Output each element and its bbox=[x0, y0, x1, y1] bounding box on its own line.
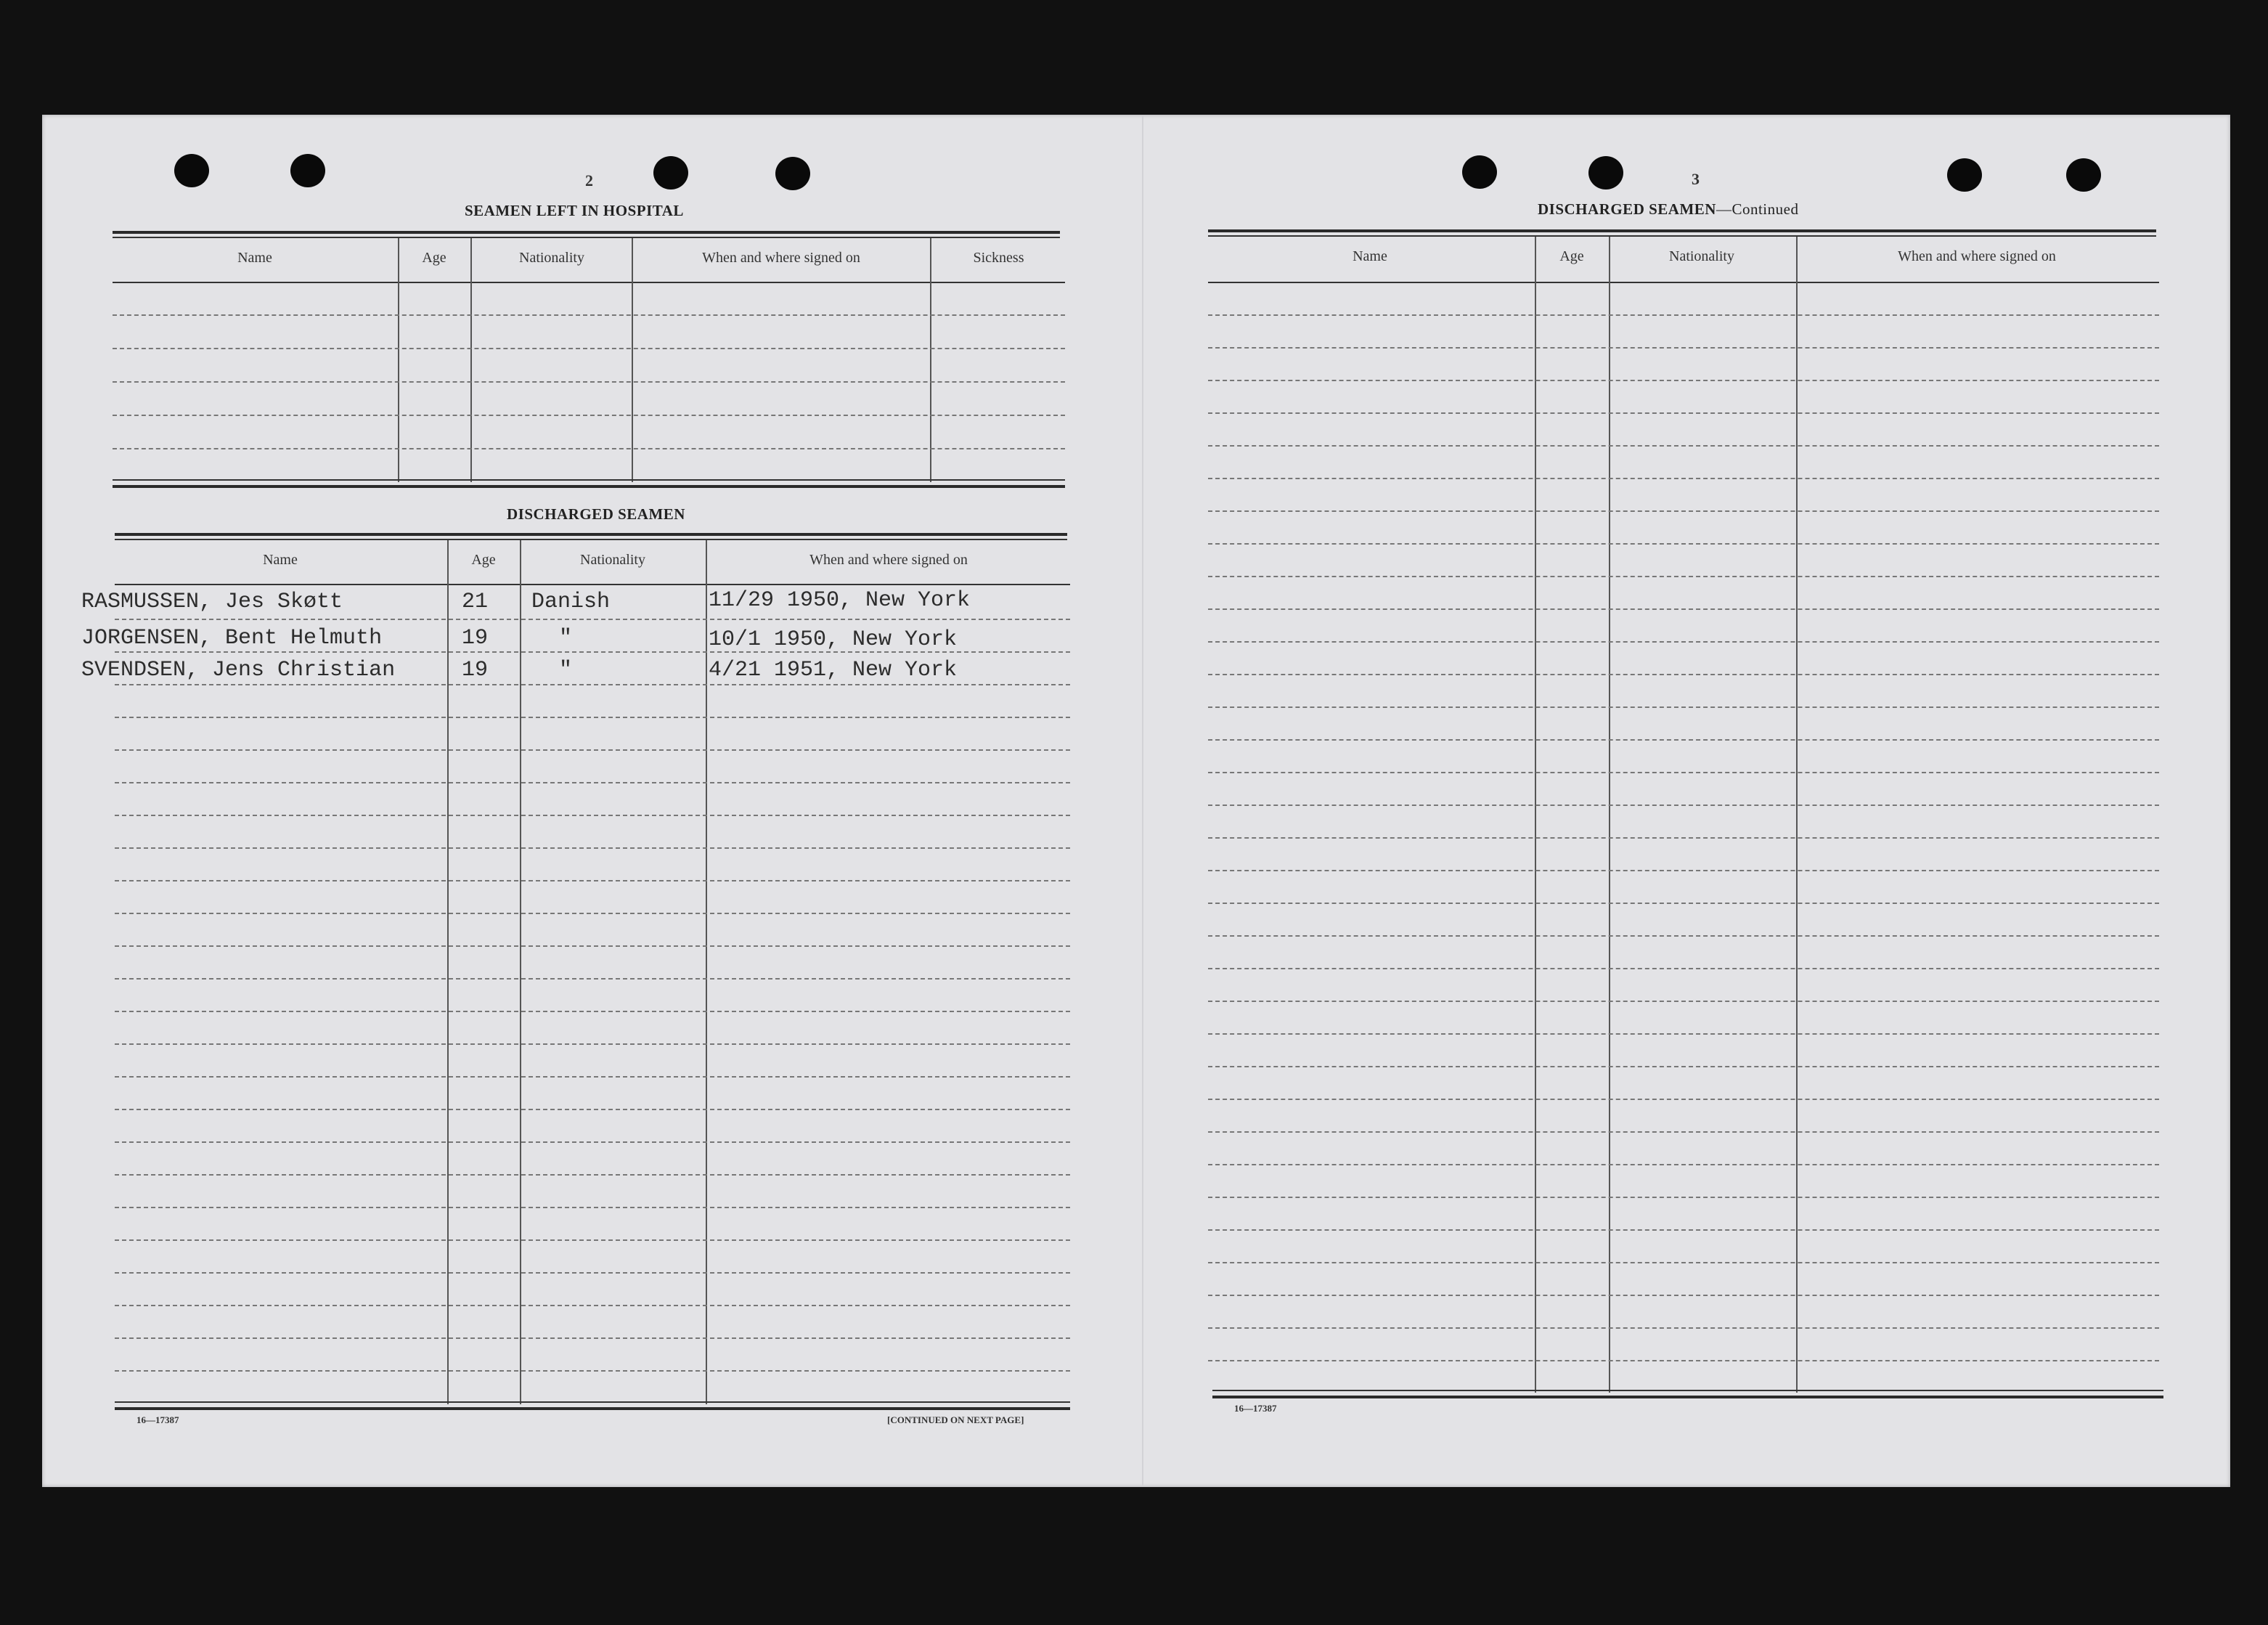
form-number-right: 16—17387 bbox=[1234, 1403, 1277, 1414]
table-row-line bbox=[115, 1337, 1070, 1339]
table-row-line bbox=[1208, 608, 2159, 610]
table-row-line bbox=[115, 945, 1070, 947]
right-header-age: Age bbox=[1559, 248, 1584, 264]
punch-hole bbox=[174, 154, 209, 187]
punch-hole bbox=[2066, 158, 2101, 192]
document-sheet bbox=[42, 115, 2230, 1487]
table-row-line bbox=[113, 448, 1065, 449]
right-header-nationality: Nationality bbox=[1669, 248, 1734, 264]
discharged-header-signed-on: When and where signed on bbox=[809, 552, 968, 568]
punch-hole bbox=[775, 157, 810, 190]
hospital-header-signed-on: When and where signed on bbox=[702, 250, 860, 266]
discharged-row-1-name: RASMUSSEN, Jes Skøtt bbox=[81, 590, 343, 614]
discharged-row-3-age: 19 bbox=[462, 658, 489, 683]
right-header-name: Name bbox=[1353, 248, 1387, 264]
table-row-line bbox=[1208, 870, 2159, 871]
table-row-line bbox=[1208, 641, 2159, 643]
table-row-line bbox=[1208, 1197, 2159, 1198]
hospital-header-sickness: Sickness bbox=[973, 250, 1024, 266]
discharged-row-2-nationality: " bbox=[559, 626, 573, 651]
table-row-line bbox=[1208, 706, 2159, 708]
table-row-line bbox=[1208, 314, 2159, 316]
table-row-line bbox=[115, 815, 1070, 816]
table-row-line bbox=[1208, 935, 2159, 937]
hospital-section-title: SEAMEN LEFT IN HOSPITAL bbox=[465, 202, 684, 219]
discharged-row-2-name: JORGENSEN, Bent Helmuth bbox=[81, 626, 383, 651]
discharged-header-rule bbox=[115, 584, 1070, 585]
table-row-line bbox=[113, 381, 1065, 383]
table-row-line bbox=[1208, 543, 2159, 545]
discharged-top-rule bbox=[115, 539, 1067, 540]
discharged-row-2-age: 19 bbox=[462, 626, 489, 651]
table-row-line bbox=[115, 1272, 1070, 1274]
discharged-header-name: Name bbox=[263, 552, 298, 568]
table-row-line bbox=[1208, 1262, 2159, 1263]
hospital-bottom-rule bbox=[113, 479, 1065, 481]
table-row-line bbox=[113, 415, 1065, 416]
form-number-left: 16—17387 bbox=[136, 1414, 179, 1425]
table-row-line bbox=[115, 1109, 1070, 1110]
punch-hole bbox=[1462, 155, 1497, 189]
table-row-line bbox=[1208, 1164, 2159, 1165]
page-number-left: 2 bbox=[585, 171, 593, 190]
right-top-rule bbox=[1208, 229, 2156, 232]
table-row-line bbox=[1208, 1327, 2159, 1329]
hospital-bottom-rule bbox=[113, 485, 1065, 488]
discharged-row-3-signed-on: 4/21 1951, New York bbox=[709, 658, 958, 683]
discharged-column-divider bbox=[520, 540, 521, 1404]
table-row-line bbox=[1208, 805, 2159, 806]
table-row-line bbox=[113, 348, 1065, 349]
punch-hole bbox=[1947, 158, 1982, 192]
table-row-line bbox=[115, 847, 1070, 849]
table-row-line bbox=[1208, 674, 2159, 675]
right-bottom-rule bbox=[1212, 1396, 2163, 1398]
table-row-line bbox=[115, 684, 1070, 685]
table-row-line bbox=[1208, 380, 2159, 381]
hospital-top-rule bbox=[113, 237, 1060, 238]
table-row-line bbox=[115, 749, 1070, 751]
hospital-column-divider bbox=[632, 238, 633, 482]
right-top-rule bbox=[1208, 235, 2156, 237]
table-row-line bbox=[1208, 478, 2159, 479]
table-row-line bbox=[115, 717, 1070, 718]
table-row-line bbox=[1208, 1099, 2159, 1100]
table-row-line bbox=[1208, 1229, 2159, 1231]
table-row-line bbox=[1208, 1001, 2159, 1002]
hospital-column-divider bbox=[398, 238, 399, 482]
table-row-line bbox=[1208, 968, 2159, 969]
page-fold bbox=[1142, 116, 1143, 1486]
table-row-line bbox=[115, 619, 1070, 620]
hospital-top-rule bbox=[113, 231, 1060, 234]
table-row-line bbox=[115, 1141, 1070, 1143]
table-row-line bbox=[1208, 1033, 2159, 1035]
table-row-line bbox=[115, 1207, 1070, 1208]
discharged-row-1-nationality: Danish bbox=[531, 590, 611, 614]
table-row-line bbox=[115, 1011, 1070, 1012]
punch-hole bbox=[653, 156, 688, 190]
table-row-line bbox=[115, 1305, 1070, 1306]
discharged-column-divider bbox=[706, 540, 707, 1404]
table-row-line bbox=[1208, 510, 2159, 512]
right-bottom-rule bbox=[1212, 1390, 2163, 1391]
discharged-row-1-signed-on: 11/29 1950, New York bbox=[709, 588, 971, 613]
right-header-signed-on: When and where signed on bbox=[1898, 248, 2056, 264]
table-row-line bbox=[1208, 1066, 2159, 1067]
right-column-divider bbox=[1796, 237, 1798, 1393]
punch-hole bbox=[1588, 156, 1623, 190]
discharged-bottom-rule bbox=[115, 1407, 1070, 1410]
table-row-line bbox=[1208, 445, 2159, 447]
page-number-right: 3 bbox=[1692, 170, 1700, 188]
discharged-section-title: DISCHARGED SEAMEN bbox=[507, 505, 685, 523]
table-row-line bbox=[115, 880, 1070, 881]
table-row-line bbox=[1208, 772, 2159, 773]
continued-note: [CONTINUED ON NEXT PAGE] bbox=[887, 1414, 1024, 1425]
table-row-line bbox=[113, 314, 1065, 316]
discharged-top-rule bbox=[115, 533, 1067, 536]
discharged-column-divider bbox=[447, 540, 449, 1404]
hospital-header-nationality: Nationality bbox=[519, 250, 584, 266]
discharged-continued-title: DISCHARGED SEAMEN—Continued bbox=[1538, 200, 1799, 218]
discharged-bottom-rule bbox=[115, 1401, 1070, 1403]
table-row-line bbox=[1208, 576, 2159, 577]
hospital-header-age: Age bbox=[422, 250, 446, 266]
right-header-rule bbox=[1208, 282, 2159, 283]
hospital-header-name: Name bbox=[237, 250, 272, 266]
table-row-line bbox=[115, 1239, 1070, 1241]
hospital-column-divider bbox=[930, 238, 931, 482]
discharged-row-1-age: 21 bbox=[462, 590, 489, 614]
table-row-line bbox=[1208, 739, 2159, 741]
hospital-column-divider bbox=[470, 238, 472, 482]
hospital-header-rule bbox=[113, 282, 1065, 283]
table-row-line bbox=[1208, 1131, 2159, 1133]
table-row-line bbox=[115, 978, 1070, 980]
table-row-line bbox=[1208, 903, 2159, 904]
right-column-divider bbox=[1535, 237, 1536, 1393]
table-row-line bbox=[115, 1076, 1070, 1078]
table-row-line bbox=[1208, 347, 2159, 349]
discharged-header-age: Age bbox=[471, 552, 496, 568]
discharged-row-2-signed-on: 10/1 1950, New York bbox=[709, 627, 958, 652]
table-row-line bbox=[1208, 1360, 2159, 1361]
right-column-divider bbox=[1609, 237, 1610, 1393]
punch-hole bbox=[290, 154, 325, 187]
table-row-line bbox=[115, 1174, 1070, 1176]
table-row-line bbox=[1208, 837, 2159, 839]
table-row-line bbox=[1208, 1295, 2159, 1296]
discharged-row-3-name: SVENDSEN, Jens Christian bbox=[81, 658, 396, 683]
discharged-header-nationality: Nationality bbox=[580, 552, 645, 568]
table-row-line bbox=[115, 782, 1070, 783]
table-row-line bbox=[115, 1043, 1070, 1045]
discharged-row-3-nationality: " bbox=[559, 658, 573, 683]
table-row-line bbox=[115, 913, 1070, 914]
table-row-line bbox=[115, 1370, 1070, 1372]
table-row-line bbox=[1208, 412, 2159, 414]
